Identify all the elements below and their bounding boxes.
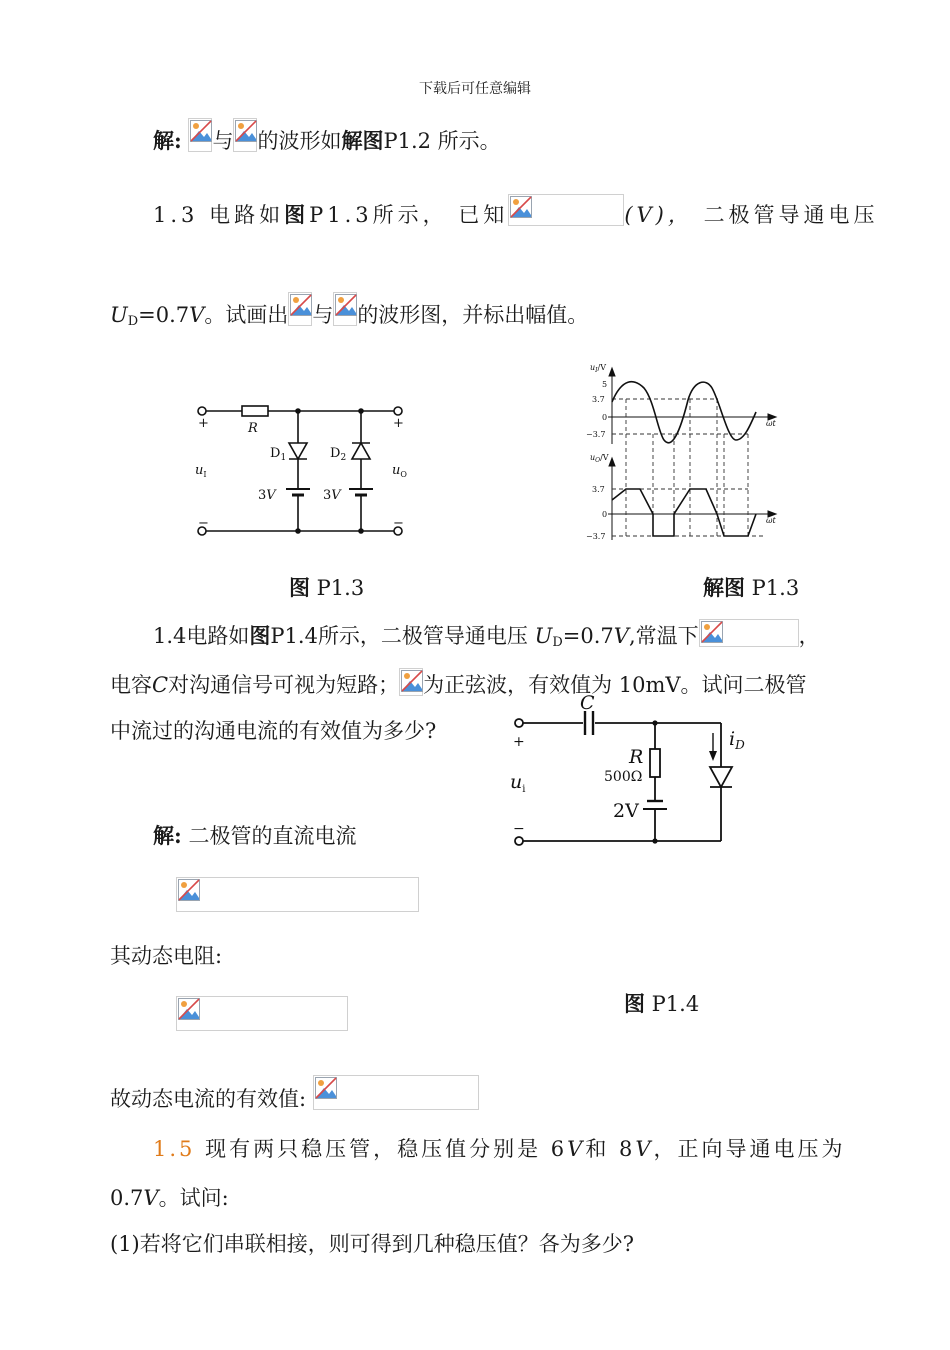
caption-text: P1.4 (645, 992, 700, 1016)
p14-line3: 中流过的沟通电流的有效值为多少? (110, 719, 437, 743)
p12-conj: 与 (212, 129, 234, 153)
p14-ref-bold: 图 (249, 623, 271, 648)
image-placeholder-icon (176, 996, 348, 1031)
p15-line2 (110, 1184, 229, 1212)
p14-solution-text: 二极管的直流电流 (188, 824, 357, 848)
p14-text: 电路如 (186, 624, 250, 648)
p13-text: 所示， (372, 203, 448, 227)
caption-bold: 解图 (703, 575, 745, 600)
p13-minus-left: − (198, 516, 209, 531)
p14-ref: P1.4 (270, 624, 318, 648)
p14-R-label: R (629, 746, 644, 768)
caption-text: P1.3 (310, 576, 365, 600)
p15-text: 现有两只稳压管，稳压值分别是 6 (205, 1137, 568, 1161)
ud-value: =0.7 (562, 624, 614, 648)
p15-text: ，正向导通电压为 (653, 1137, 846, 1161)
ud-subscript: D (127, 314, 139, 329)
p13-minus-right: − (393, 516, 404, 531)
p13-text: 已知 (458, 203, 509, 227)
p14-line1 (153, 619, 820, 657)
p14-solution-line (153, 822, 356, 850)
wave-tick-b-0: 0 (602, 510, 608, 519)
p14-battery-label: 2V (613, 800, 639, 822)
p14-resistance-label: 500Ω (604, 769, 643, 785)
p13-text: 电路如 (209, 203, 285, 227)
page-header-note: 下载后可任意编辑 (419, 81, 531, 97)
wave-tick-neg-3-7: −3.7 (586, 430, 606, 439)
p14-text: ， (798, 624, 820, 648)
p14-text: 对沟通信号可视为短路； (168, 673, 400, 697)
formula-dynamic-resistance-image (176, 996, 348, 1031)
p14-text: 电容 (110, 673, 152, 697)
p13-ui-label: $u_I$ (195, 463, 207, 479)
caption-p13 (289, 574, 364, 602)
p14-plus: + (513, 734, 525, 750)
p13-line2 (110, 292, 588, 336)
p12-line (153, 118, 501, 155)
p13-ref: P1.3 (309, 203, 373, 227)
p14-text: 为正弦波，有效值为 10mV。试问二极管 (423, 673, 807, 697)
p13-ref-bold: 图 (284, 202, 310, 227)
p13-v2-label: 3V (323, 488, 341, 503)
p13-text: 二极管导通电压 (703, 203, 879, 227)
ud-symbol: U (110, 303, 128, 327)
caption-bold: 图 (289, 575, 310, 600)
p14-effective-current-line (110, 1075, 479, 1113)
p13-v1-label: 3V (258, 488, 276, 503)
image-placeholder-icon (508, 194, 624, 226)
p14-effective-text: 故动态电流的有效值: (110, 1087, 307, 1111)
p14-text: ,常温下 (628, 624, 699, 648)
p15-unit: V (635, 1137, 654, 1161)
caption-solution-p13 (703, 574, 799, 602)
caption-p14 (624, 990, 699, 1018)
ud-value: =0.7 (138, 303, 190, 327)
wave-y1-label: $u_I/V$ (590, 363, 607, 374)
p13-text: 。试画出 (204, 303, 289, 327)
wave-tick-b-3-7: 3.7 (592, 485, 605, 494)
p15-unit: V (143, 1186, 159, 1210)
image-placeholder-icon (399, 668, 423, 696)
image-placeholder-icon (699, 619, 799, 647)
image-placeholder-icon (176, 877, 419, 912)
p14-C-label: C (580, 693, 595, 714)
image-placeholder-icon (188, 118, 212, 152)
wave-tick-0: 0 (602, 413, 608, 422)
p13-D2-label: $D_2$ (330, 446, 347, 463)
p15-number: 1.5 (153, 1137, 196, 1161)
c-symbol: C (152, 673, 169, 697)
p14-ui-label: $u_i$ (510, 771, 526, 795)
p14-solution-label: 解: (153, 823, 182, 848)
image-placeholder-icon (313, 1075, 479, 1110)
p15-line1 (153, 1135, 846, 1163)
wave-tick-b-neg-3-7: −3.7 (586, 532, 606, 541)
waveform-p13-diagram (578, 360, 788, 550)
image-placeholder-icon (333, 292, 357, 326)
wave-x-label-bottom: ωt (766, 516, 776, 525)
p13-text: 的波形图，并标出幅值。 (357, 303, 589, 327)
p13-D1-label: $D_1$ (270, 446, 287, 463)
caption-text: P1.3 (745, 576, 800, 600)
circuit-p14-diagram (505, 693, 765, 853)
wave-y2-label: $u_O/V$ (590, 453, 609, 464)
p14-text: 所示，二极管导通电压 (317, 624, 528, 648)
formula-dc-current-image (176, 877, 419, 912)
ud-unit: V (613, 624, 629, 648)
p14-number: 1.4 (153, 624, 187, 648)
p13-line1 (153, 194, 879, 229)
p12-ref: P1.2 所示。 (383, 129, 501, 153)
p15-question-1: (1)若将它们串联相接，则可得到几种稳压值？各为多少? (110, 1232, 635, 1256)
p15-text: 。试问: (158, 1186, 229, 1210)
p12-text: 的波形如 (257, 129, 342, 153)
p13-number: 1.3 (153, 203, 199, 227)
ud-unit: V (189, 303, 205, 327)
image-placeholder-icon (288, 292, 312, 326)
p12-solution-label: 解: (153, 128, 182, 153)
p15-text: 0.7 (110, 1186, 144, 1210)
wave-x-label-top: ωt (766, 419, 776, 428)
image-placeholder-icon (233, 118, 257, 152)
p14-iD-label: $i_D$ (729, 728, 745, 752)
p12-ref-bold: 解图 (341, 128, 384, 153)
p13-unit: (V)， (624, 203, 693, 227)
p15-unit: V (567, 1137, 586, 1161)
circuit-p13-diagram (190, 395, 420, 545)
wave-tick-3-7: 3.7 (592, 395, 605, 404)
p13-plus-left: + (198, 416, 209, 431)
p13-uo-label: $u_O$ (392, 463, 407, 479)
p13-conj: 与 (312, 303, 334, 327)
p14-dynamic-resistance-label: 其动态电阻: (110, 944, 223, 968)
p15-text: 和 8 (585, 1137, 636, 1161)
wave-tick-5: 5 (602, 380, 608, 389)
p14-minus: − (513, 821, 525, 837)
p13-R-label: R (248, 421, 258, 436)
ud-subscript: D (552, 635, 563, 650)
caption-bold: 图 (624, 991, 645, 1016)
ud-symbol: U (534, 624, 553, 648)
p13-plus-right: + (393, 416, 404, 431)
